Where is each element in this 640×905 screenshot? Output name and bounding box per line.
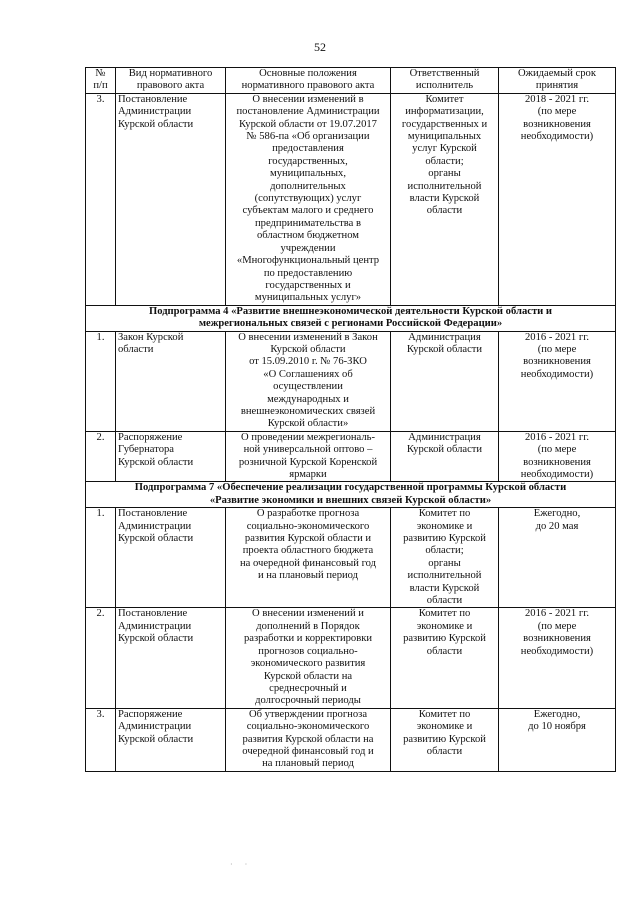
cell-text-line: области	[118, 343, 154, 355]
table-body	[86, 68, 616, 772]
deadline-cell	[499, 431, 616, 482]
cell-text-line: возникновения	[523, 118, 591, 130]
table-row	[86, 93, 616, 305]
act-type-cell	[116, 431, 226, 482]
subprogram-title	[86, 482, 616, 508]
row-number: 2.	[86, 431, 116, 482]
cell-text-line: Закон Курской	[118, 331, 184, 343]
provisions-cell	[226, 93, 391, 305]
deadline-cell	[499, 93, 616, 305]
cell-text-line: (сопутствующих) услуг	[254, 193, 362, 205]
cell-text-line: «Многофункциональный центр	[236, 255, 380, 267]
executor-cell	[391, 93, 499, 305]
provisions-cell	[226, 608, 391, 708]
table-row	[86, 431, 616, 482]
cell-text-line: государственных и	[401, 118, 488, 130]
cell-text-line: необходимости)	[520, 368, 594, 380]
cell-text-line: постановление Администрации	[236, 106, 380, 118]
cell-text-line: Курской области	[118, 456, 194, 468]
provisions-cell	[226, 708, 391, 771]
cell-text-line: власти Курской	[409, 582, 480, 594]
cell-text-line: по предоставлению	[263, 267, 353, 279]
cell-text-line: экономического развития	[250, 658, 366, 670]
cell-text-line: области	[426, 595, 463, 607]
cell-text-line: необходимости)	[520, 131, 594, 143]
cell-text-line: Ежегодно,	[533, 508, 581, 520]
cell-text-line: необходимости)	[520, 469, 594, 480]
cell-text-line: экономике и	[416, 520, 473, 532]
cell-text-line: Распоряжение	[118, 708, 183, 720]
cell-text-line: О внесении изменений в Закон	[238, 331, 378, 343]
cell-text-line: ярмарки	[289, 469, 327, 480]
cell-text-line: предоставления	[272, 143, 344, 155]
cell-text-line: Ежегодно,	[533, 708, 581, 720]
cell-text-line: области	[426, 645, 463, 657]
cell-text-line: дополнений в Порядок	[256, 620, 360, 632]
cell-text-line: Подпрограмма 4 «Развитие внешнеэкономической деятельности Курской области и	[148, 305, 553, 317]
act-type-cell	[116, 708, 226, 771]
cell-text-line: развитию Курской	[403, 733, 486, 745]
cell-text-line: «Развитие экономики и внешних связей Курской области»	[209, 494, 492, 506]
deadline-cell	[499, 608, 616, 708]
executor-cell	[391, 508, 499, 608]
subprogram-title	[86, 305, 616, 331]
cell-text-line: возникновения	[523, 633, 591, 645]
executor-cell	[391, 331, 499, 431]
deadline-cell	[499, 708, 616, 771]
cell-text-line: Курской области	[270, 343, 346, 355]
cell-text-line: международных и	[267, 393, 349, 405]
cell-text-line: ной универсальной оптово –	[243, 444, 373, 456]
header-main-provisions: Основные положения нормативного правового акта	[226, 68, 391, 94]
cell-text-line: О внесении изменений и	[252, 608, 364, 620]
cell-text-line: Об утверждении прогноза	[248, 708, 368, 720]
row-number: 1.	[86, 508, 116, 608]
cell-text-line: Постановление	[118, 93, 188, 105]
cell-text-line: информатизации,	[405, 106, 484, 118]
cell-text-line: среднесрочный и	[269, 682, 347, 694]
cell-text-line: Комитет по	[418, 708, 471, 720]
table-row	[86, 608, 616, 708]
cell-text-line: Распоряжение	[118, 431, 183, 443]
header-deadline: Ожидаемый срок принятия	[499, 68, 616, 94]
row-number: 3.	[86, 93, 116, 305]
cell-text-line: исполнительной	[407, 570, 482, 582]
cell-text-line: учреждении	[280, 242, 336, 254]
cell-text-line: экономике и	[416, 721, 473, 733]
cell-text-line: Подпрограмма 7 «Обеспечение реализации государственной программы Курской области	[134, 482, 567, 494]
row-number: 3.	[86, 708, 116, 771]
deadline-cell	[499, 508, 616, 608]
cell-text-line: возникновения	[523, 356, 591, 368]
cell-text-line: государственных и	[265, 279, 351, 291]
cell-text-line: Комитет	[425, 93, 464, 105]
executor-cell	[391, 608, 499, 708]
cell-text-line: (по мере	[537, 620, 577, 632]
cell-text-line: дополнительных	[270, 180, 346, 192]
cell-text-line: 2016 - 2021 гг.	[525, 431, 589, 443]
table-row	[86, 331, 616, 431]
subprogram-row	[86, 305, 616, 331]
cell-text-line: Курской области	[406, 444, 483, 456]
cell-text-line: 2016 - 2021 гг.	[525, 608, 589, 620]
cell-text-line: (по мере	[537, 343, 577, 355]
cell-text-line: проекта областного бюджета	[242, 545, 374, 557]
cell-text-line: социально-экономического	[246, 721, 370, 733]
cell-text-line: розничной Курской Коренской	[238, 456, 378, 468]
act-type-cell	[116, 608, 226, 708]
cell-text-line: муниципальных,	[270, 168, 346, 180]
cell-text-line: муниципальных	[407, 131, 482, 143]
cell-text-line: 2018 - 2021 гг.	[525, 93, 589, 105]
provisions-cell	[226, 331, 391, 431]
cell-text-line: разработки и корректировки	[243, 633, 373, 645]
cell-text-line: межрегиональных связей с регионами Российской Федерации»	[198, 318, 503, 330]
cell-text-line: области	[426, 745, 463, 757]
cell-text-line: Администрация	[408, 431, 481, 443]
cell-text-line: до 20 мая	[535, 520, 579, 532]
cell-text-line: Администрации	[118, 721, 192, 733]
cell-text-line: О внесении изменений в	[252, 93, 364, 105]
cell-text-line: прогнозов социально-	[258, 645, 358, 657]
cell-text-line: субъектам малого и среднего	[242, 205, 374, 217]
cell-text-line: государственных,	[268, 155, 348, 167]
cell-text-line: области;	[425, 545, 464, 557]
cell-text-line: до 10 ноября	[528, 721, 586, 733]
subprogram-row	[86, 482, 616, 508]
cell-text-line: областном бюджетном	[257, 230, 359, 242]
act-type-cell	[116, 331, 226, 431]
cell-text-line: Администрации	[118, 106, 192, 118]
footer-dots: · ·	[230, 860, 248, 869]
table-row	[86, 708, 616, 771]
executor-cell	[391, 708, 499, 771]
cell-text-line: услуг Курской	[412, 143, 477, 155]
cell-text-line: предпринимательства в	[255, 217, 361, 229]
cell-text-line: очередной финансовый год и	[242, 745, 374, 757]
cell-text-line: муниципальных услуг»	[254, 292, 362, 304]
cell-text-line: развития Курской области на	[242, 733, 374, 745]
cell-text-line: Курской области от 19.07.2017	[239, 118, 377, 130]
cell-text-line: Курской области»	[267, 418, 349, 430]
cell-text-line: О разработке прогноза	[256, 508, 360, 520]
cell-text-line: Курской области	[118, 733, 194, 745]
cell-text-line: О проведении межрегиональ-	[241, 431, 375, 443]
cell-text-line: власти Курской	[409, 193, 480, 205]
page-number: 52	[314, 40, 326, 54]
cell-text-line: «О Соглашениях об	[263, 368, 353, 380]
deadline-cell	[499, 331, 616, 431]
cell-text-line: развития Курской области и	[244, 533, 372, 545]
cell-text-line: 2016 - 2021 гг.	[525, 331, 589, 343]
cell-text-line: Курской области	[118, 633, 194, 645]
cell-text-line: необходимости)	[520, 645, 594, 657]
cell-text-line: экономике и	[416, 620, 473, 632]
cell-text-line: развитию Курской	[403, 533, 486, 545]
cell-text-line: социально-экономического	[246, 520, 370, 532]
act-type-cell	[116, 93, 226, 305]
act-type-cell	[116, 508, 226, 608]
cell-text-line: Комитет по	[418, 608, 471, 620]
cell-text-line: Губернатора	[118, 444, 175, 456]
cell-text-line: органы	[428, 557, 461, 569]
cell-text-line: (по мере	[537, 444, 577, 456]
legal-acts-table	[85, 67, 616, 772]
cell-text-line: осуществлении	[273, 381, 343, 393]
header-act-type: Вид нормативного правового акта	[116, 68, 226, 94]
cell-text-line: Курской области	[406, 343, 483, 355]
cell-text-line: № 586-па «Об организации	[246, 131, 370, 143]
provisions-cell	[226, 508, 391, 608]
cell-text-line: (по мере	[537, 106, 577, 118]
cell-text-line: долгосрочный периоды	[255, 695, 361, 707]
cell-text-line: Администрации	[118, 520, 192, 532]
table-header-row	[86, 68, 616, 94]
cell-text-line: на плановый период	[262, 758, 354, 770]
row-number: 2.	[86, 608, 116, 708]
cell-text-line: Постановление	[118, 508, 188, 520]
row-number: 1.	[86, 331, 116, 431]
header-number: № п/п	[86, 68, 116, 94]
cell-text-line: области;	[425, 155, 464, 167]
cell-text-line: Администрации	[118, 620, 192, 632]
cell-text-line: и на плановый период	[257, 570, 359, 582]
cell-text-line: внешнеэкономических связей	[240, 405, 376, 417]
cell-text-line: на очередной финансовый год	[239, 557, 377, 569]
cell-text-line: Администрация	[408, 331, 481, 343]
executor-cell	[391, 431, 499, 482]
cell-text-line: возникновения	[523, 456, 591, 468]
header-responsible: Ответственный исполнитель	[391, 68, 499, 94]
cell-text-line: органы	[428, 168, 461, 180]
cell-text-line: от 15.09.2010 г. № 76-ЗКО	[249, 356, 367, 368]
cell-text-line: Курской области на	[263, 670, 353, 682]
cell-text-line: Курской области	[118, 118, 194, 130]
provisions-cell	[226, 431, 391, 482]
table-row	[86, 508, 616, 608]
cell-text-line: Курской области	[118, 533, 194, 545]
cell-text-line: исполнительной	[407, 180, 482, 192]
cell-text-line: Комитет по	[418, 508, 471, 520]
cell-text-line: области	[426, 205, 463, 217]
cell-text-line: Постановление	[118, 608, 188, 620]
cell-text-line: развитию Курской	[403, 633, 486, 645]
